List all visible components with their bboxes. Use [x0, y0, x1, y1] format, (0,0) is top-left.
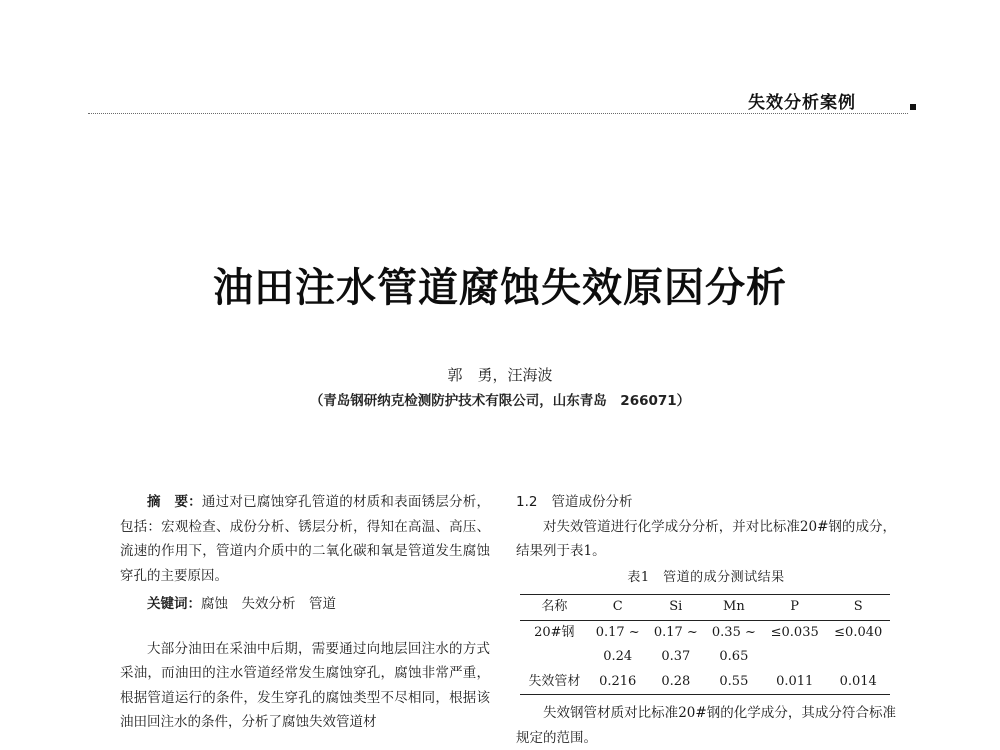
section-heading: [516, 490, 896, 515]
table-row: [520, 645, 890, 670]
table-header-row: [520, 595, 890, 621]
table-cell: 0.37: [661, 649, 691, 664]
table-cell: 失效管材: [520, 670, 589, 695]
table-cell: 20#钢: [534, 624, 575, 640]
table-cell: 0.011: [763, 670, 827, 695]
table-row: [520, 620, 890, 645]
table-caption: 表1 管道的成分测试结果: [627, 569, 785, 585]
left-column: [120, 490, 490, 735]
table-cell: 0.014: [826, 670, 890, 695]
table-cell: 0.65: [719, 649, 749, 664]
table-cell: [826, 645, 890, 670]
abstract-label: 摘 要：: [147, 494, 202, 510]
keywords: [120, 592, 490, 617]
keywords-text: 腐蚀 失效分析 管道: [201, 596, 336, 612]
table-cell: 0.17 ~: [653, 624, 698, 640]
table-cell: [763, 645, 827, 670]
intro-paragraph: 大部分油田在采油中后期，需要通过向地层回注水的方式采油，而油田的注水管道经常发生腐蚀穿孔，腐蚀非常严重，根据管道运行的条件，发生穿孔的腐蚀类型不尽相同，根据该油田回注水的条件，分析了腐蚀失效管道材: [120, 640, 490, 730]
composition-table: [520, 594, 890, 695]
right-column: [516, 490, 896, 750]
keywords-label: 关键词：: [147, 596, 201, 612]
article-title: 油田注水管道腐蚀失效原因分析: [213, 265, 787, 311]
table-cell: ≤0.040: [834, 624, 883, 640]
table-header-cell: C: [589, 595, 647, 621]
table-header-cell: Si: [647, 595, 705, 621]
table-cell: 0.28: [647, 670, 705, 695]
table-cell: 0.216: [589, 670, 647, 695]
after-table-paragraph: 失效钢管材质对比标准20#钢的化学成分，其成分符合标准规定的范围。: [516, 705, 896, 746]
section-title: 管道成份分析: [551, 494, 633, 510]
table-header-cell: P: [763, 595, 827, 621]
table-cell: 0.17 ~: [595, 624, 640, 640]
header-rule: [88, 113, 908, 114]
table-row: [520, 670, 890, 695]
article-affiliation: （青岛钢研纳克检测防护技术有限公司，山东青岛 266071）: [309, 393, 691, 409]
table-cell: ≤0.035: [770, 624, 819, 640]
header-square-mark: [910, 104, 916, 110]
table-header-cell: S: [826, 595, 890, 621]
abstract-text: 通过对已腐蚀穿孔管道的材质和表面锈层分析，包括：宏观检查、成份分析、锈层分析，得知在高温、高压、流速的作用下，管道内介质中的二氧化碳和氧是管道发生腐蚀穿孔的主要原因。: [120, 494, 491, 584]
table-cell: 0.24: [603, 649, 633, 664]
article-authors: 郭 勇，汪海波: [447, 366, 553, 384]
table-cell: [520, 645, 589, 670]
abstract: [120, 490, 490, 588]
table-cell: 0.55: [705, 670, 763, 695]
section-number: 1.2: [516, 494, 538, 510]
table-header-cell: 名称: [520, 595, 589, 621]
section-paragraph: 对失效管道进行化学成分分析，并对比标准20#钢的成分，结果列于表1。: [516, 518, 896, 559]
table-cell: 0.35 ~: [711, 624, 756, 640]
journal-section-title: 失效分析案例: [748, 93, 856, 113]
table-header-cell: Mn: [705, 595, 763, 621]
